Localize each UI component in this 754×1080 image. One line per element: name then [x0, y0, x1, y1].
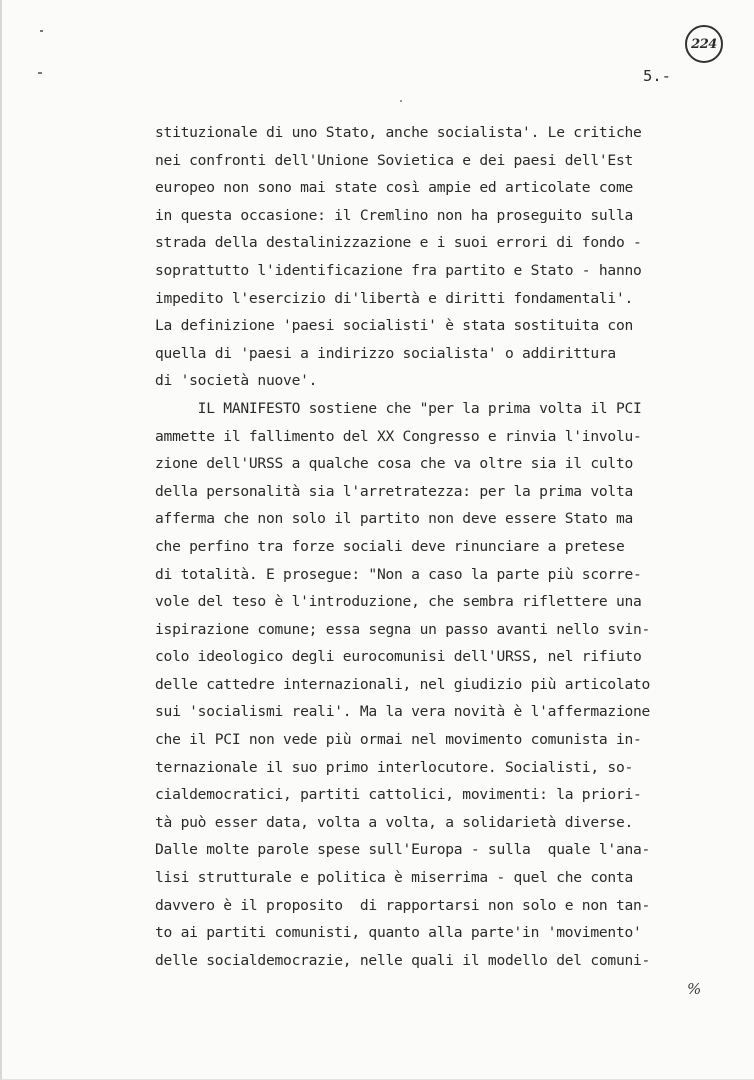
- text-line: che perfino tra forze sociali deve rinunciare a pretese: [155, 537, 625, 555]
- text-line: La definizione 'paesi socialisti' è stata sostituita con: [155, 317, 634, 335]
- text-line: sui 'socialismi reali'. Ma la vera novità è l'affermazione: [155, 703, 651, 721]
- text-line: nei confronti dell'Unione Sovietica e dei paesi dell'Est: [155, 151, 634, 169]
- text-line: davvero è il proposito di rapportarsi non solo e non tan-: [155, 896, 651, 914]
- text-line: delle cattedre internazionali, nel giudizio più articolato: [155, 675, 651, 693]
- text-line: impedito l'esercizio di'libertà e diritti fondamentali'.: [155, 289, 634, 307]
- text-line: afferma che non solo il partito non deve essere Stato ma: [155, 510, 634, 528]
- text-line: vole del teso è l'introduzione, che sembra riflettere una: [155, 593, 642, 611]
- text-line: ispirazione comune; essa segna un passo avanti nello svin-: [155, 620, 651, 638]
- text-line: IL MANIFESTO sostiene che "per la prima volta il PCI: [155, 399, 642, 417]
- text-line: delle socialdemocrazie, nelle quali il modello del comuni-: [155, 951, 651, 969]
- text-line: zione dell'URSS a qualche cosa che va oltre sia il culto: [155, 455, 634, 473]
- text-line: quella di 'paesi a indirizzo socialista' o addirittura: [155, 344, 616, 362]
- text-line: della personalità sia l'arretratezza: per la prima volta: [155, 482, 634, 500]
- text-line: lisi strutturale e politica è miserrima - quel che conta: [155, 869, 634, 887]
- text-line: strada della destalinizzazione e i suoi errori di fondo -: [155, 234, 642, 252]
- text-line: di totalità. E prosegue: "Non a caso la parte più scorre-: [155, 565, 642, 583]
- text-line: che il PCI non vede più ormai nel movimento comunista in-: [155, 731, 642, 749]
- text-line: soprattutto l'identificazione fra partito e Stato - hanno: [155, 261, 642, 279]
- archive-page-stamp: 224: [685, 25, 723, 63]
- typed-body-text: [155, 119, 725, 974]
- text-line: cialdemocratici, partiti cattolici, movimenti: la priori-: [155, 786, 642, 804]
- scan-speck: [40, 30, 43, 32]
- scan-speck: [38, 72, 42, 74]
- text-line: to ai partiti comunisti, quanto alla parte'in 'movimento': [155, 924, 642, 942]
- text-line: in questa occasione: il Cremlino non ha proseguito sulla: [155, 206, 634, 224]
- text-line: stituzionale di uno Stato, anche socialista'. Le critiche: [155, 124, 642, 141]
- text-line: Dalle molte parole spese sull'Europa - sulla quale l'ana-: [155, 841, 651, 859]
- text-line: ternazionale il suo primo interlocutore. Socialisti, so-: [155, 758, 634, 776]
- text-line: ammette il fallimento del XX Congresso e rinvia l'involu-: [155, 427, 642, 445]
- text-line: europeo non sono mai state così ampie ed articolate come: [155, 179, 634, 197]
- page-number: 5.-: [643, 67, 671, 85]
- continuation-mark: %: [687, 980, 702, 998]
- text-line: colo ideologico degli eurocomunisi dell'URSS, nel rifiuto: [155, 648, 642, 666]
- text-line: tà può esser data, volta a volta, a solidarietà diverse.: [155, 813, 634, 831]
- scan-speck: [400, 100, 402, 102]
- text-line: di 'società nuove'.: [155, 372, 318, 390]
